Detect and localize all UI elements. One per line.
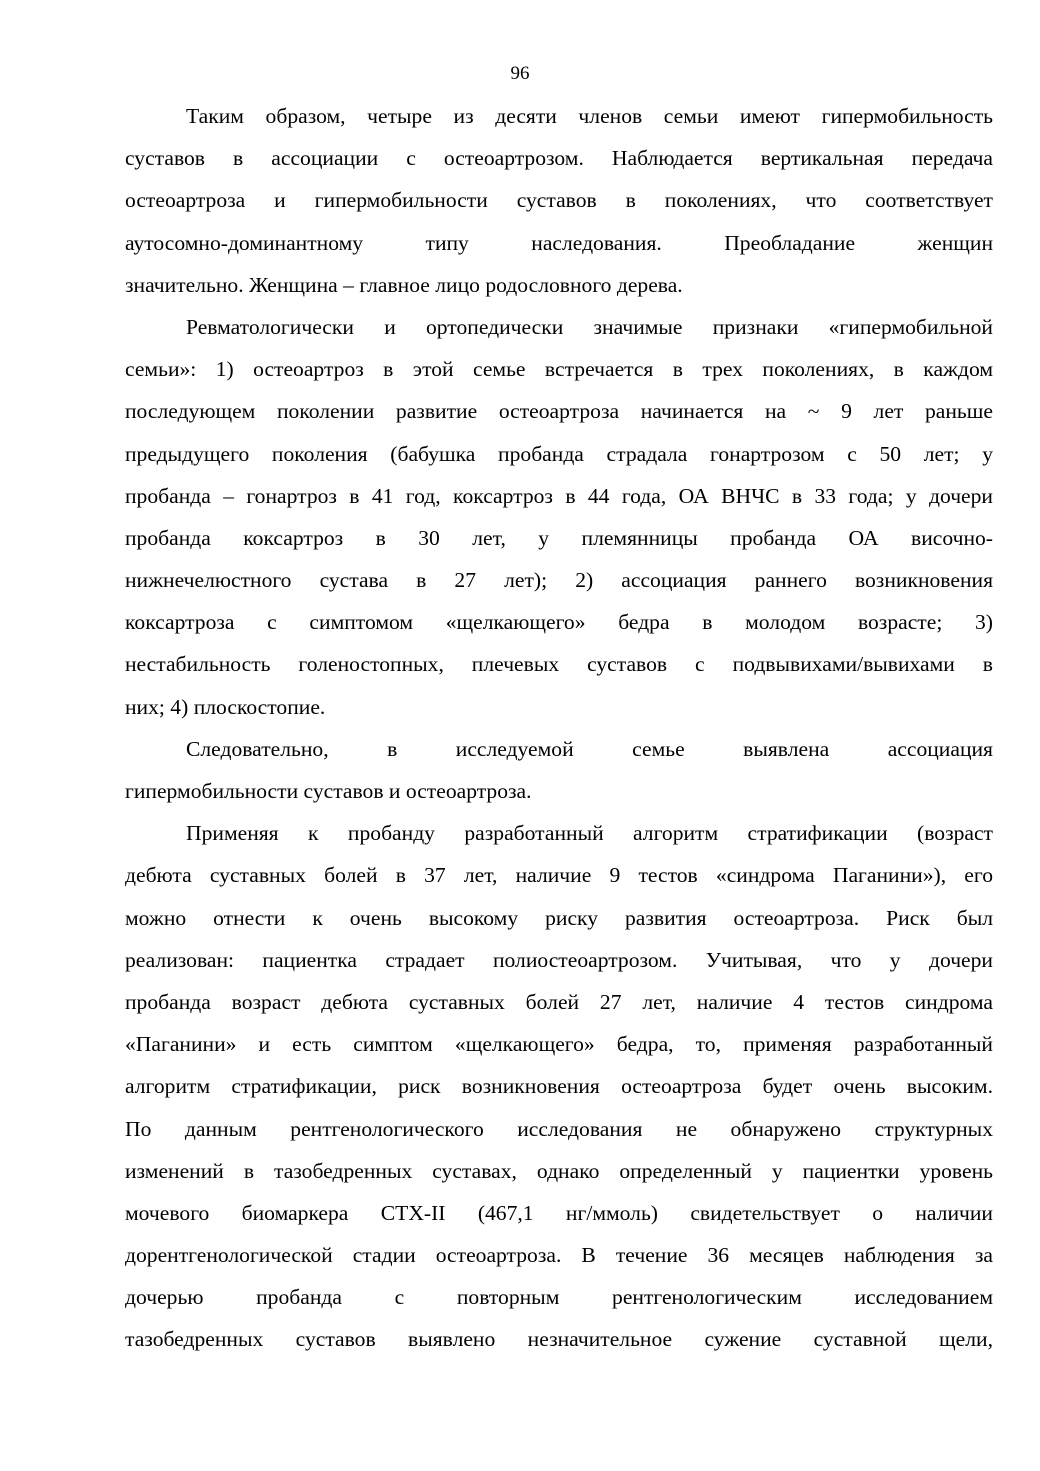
text-line: пробанда возраст дебюта суставных болей 27 лет, наличие 4 тестов синдрома — [125, 989, 993, 1014]
text-line: аутосомно-доминантному типу наследования. Преобладание женщин — [125, 230, 993, 255]
text-line: нижнечелюстного сустава в 27 лет); 2) ассоциация раннего возникновения — [125, 568, 993, 593]
body-text — [125, 95, 993, 1361]
text-line: дочерью пробанда с повторным рентгенологическим исследованием — [125, 1285, 993, 1310]
text-line: можно отнести к очень высокому риску развития остеоартроза. Риск был — [125, 905, 993, 930]
text-line: значительно. Женщина – главное лицо родословного дерева. — [125, 272, 683, 297]
text-line: нестабильность голеностопных, плечевых суставов с подвывихами/вывихами в — [125, 652, 993, 677]
text-line: дорентгенологической стадии остеоартроза. В течение 36 месяцев наблюдения за — [125, 1243, 993, 1268]
text-line: По данным рентгенологического исследования не обнаружено структурных — [125, 1116, 993, 1141]
text-line: пробанда коксартроз в 30 лет, у племянницы пробанда ОА височно- — [125, 525, 993, 550]
text-line: дебюта суставных болей в 37 лет, наличие 9 тестов «синдрома Паганини»), его — [125, 863, 993, 888]
text-line: мочевого биомаркера CTX-II (467,1 нг/ммоль) свидетельствует о наличии — [125, 1200, 993, 1225]
text-line: них; 4) плоскостопие. — [125, 694, 326, 719]
text-line: остеоартроза и гипермобильности суставов в поколениях, что соответствует — [125, 188, 993, 213]
paragraph-first-line: Ревматологически и ортопедически значимые признаки «гипермобильной — [186, 314, 993, 339]
text-line: реализован: пациентка страдает полиостеоартрозом. Учитывая, что у дочери — [125, 947, 993, 972]
text-line: коксартроза с симптомом «щелкающего» бедра в молодом возрасте; 3) — [125, 610, 993, 635]
paragraph-first-line: Следовательно, в исследуемой семье выявлена ассоциация — [186, 736, 993, 761]
paragraph-first-line: Таким образом, четыре из десяти членов семьи имеют гипермобильность — [186, 104, 993, 128]
text-line: пробанда – гонартроз в 41 год, коксартроз в 44 года, ОА ВНЧС в 33 года; у дочери — [125, 483, 993, 508]
text-line: предыдущего поколения (бабушка пробанда страдала гонартрозом с 50 лет; у — [125, 441, 993, 466]
text-line: гипермобильности суставов и остеоартроза. — [125, 779, 532, 803]
text-line: алгоритм стратификации, риск возникновения остеоартроза будет очень высоким. — [125, 1074, 993, 1099]
text-line: «Паганини» и есть симптом «щелкающего» бедра, то, применяя разработанный — [125, 1032, 993, 1057]
text-line: последующем поколении развитие остеоартроза начинается на ~ 9 лет раньше — [125, 399, 993, 424]
text-line: тазобедренных суставов выявлено незначительное сужение суставной щели, — [125, 1327, 993, 1352]
text-line: суставов в ассоциации с остеоартрозом. Наблюдается вертикальная передача — [125, 146, 993, 171]
text-line: семьи»: 1) остеоартроз в этой семье встречается в трех поколениях, в каждом — [125, 357, 993, 382]
text-line: изменений в тазобедренных суставах, однако определенный у пациентки уровень — [125, 1158, 993, 1183]
page-number: 96 — [510, 63, 530, 84]
paragraph-first-line: Применяя к пробанду разработанный алгоритм стратификации (возраст — [186, 821, 993, 846]
